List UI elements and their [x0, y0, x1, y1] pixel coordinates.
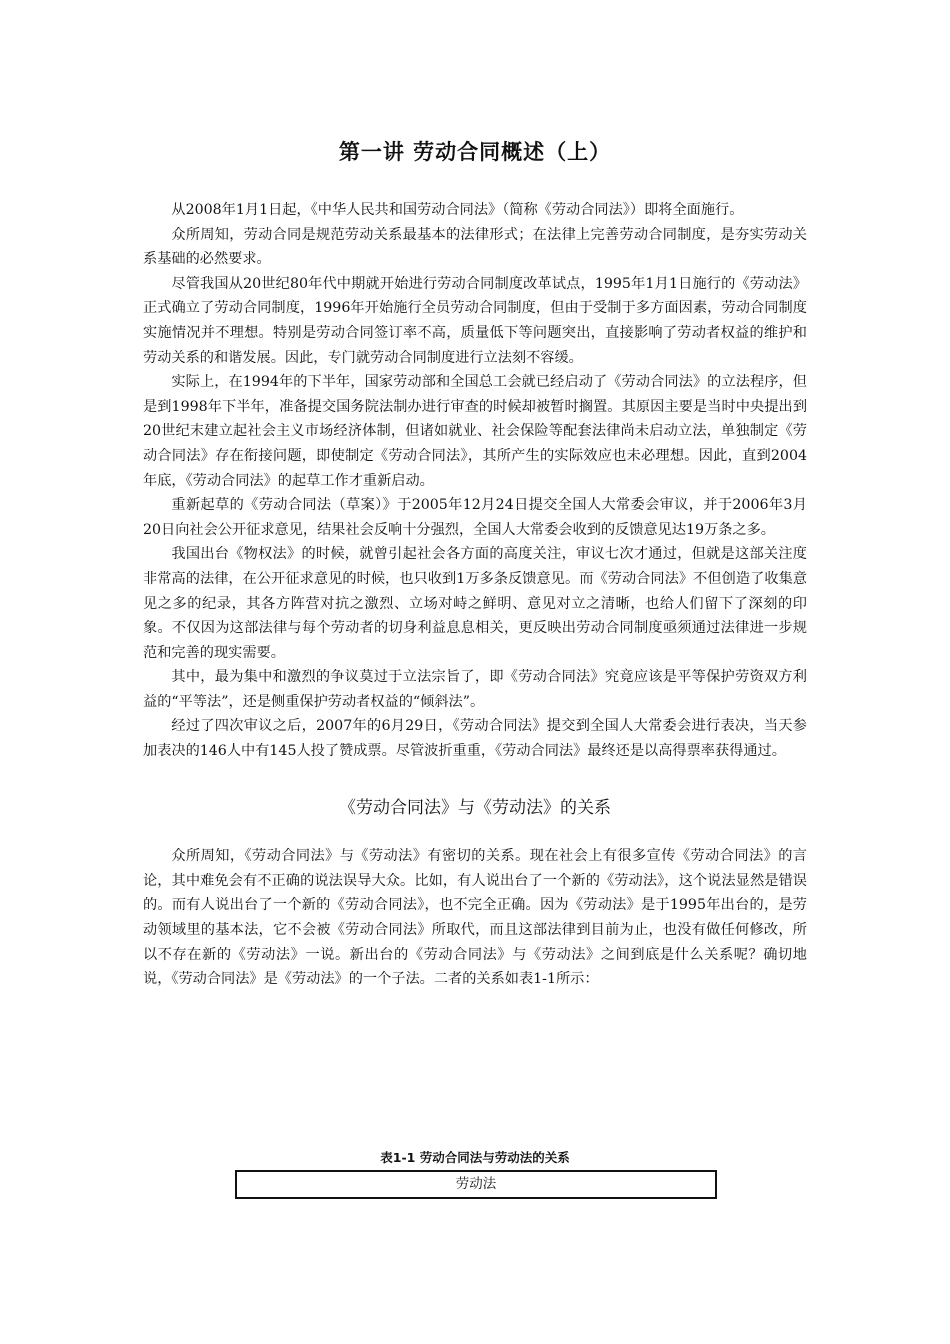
paragraph: 从2008年1月1日起，《中华人民共和国劳动合同法》（简称《劳动合同法》）即将全面施行。 — [171, 202, 744, 218]
relation-table — [235, 1170, 717, 1199]
paragraph: 尽管我国从20世纪80年代中期就开始进行劳动合同制度改革试点，1995年1月1日施行的《劳动法》正式确立了劳动合同制度，1996年开始施行全员劳动合同制度，但由于受制于多方面因素，劳动合同制度实施情况并不理想。特别是劳动合同签订率不高，质量低下等问题突出，直接影响了劳动者权益的维护和劳动关系的和谐发展。因此，专门就劳动合同制度进行立法刻不容缓。 — [143, 275, 807, 366]
section-paragraph: 众所周知，《劳动合同法》与《劳动法》有密切的关系。现在社会上有很多宣传《劳动合同法》的言论，其中难免会有不正确的说法误导大众。比如，有人说出台了一个新的《劳动法》，这个说法显然是错误的。而有人说出台了一个新的《劳动合同法》，也不完全正确。因为《劳动法》是于1995年出台的，是劳动领域里的基本法，它不会被《劳动合同法》所取代，而且这部法律到目前为止，也没有做任何修改，所以不存在新的《劳动法》一说。新出台的《劳动合同法》与《劳动法》之间到底是什么关系呢？确切地说，《劳动合同法》是《劳动法》的一个子法。二者的关系如表1-1所示： — [143, 848, 807, 988]
paragraph: 我国出台《物权法》的时候，就曾引起社会各方面的高度关注，审议七次才通过，但就是这部关注度非常高的法律，在公开征求意见的时候，也只收到1万多条反馈意见。而《劳动合同法》不但创造了收集意见之多的纪录，其各方阵营对抗之激烈、立场对峙之鲜明、意见对立之清晰，也给人们留下了深刻的印象。不仅因为这部法律与每个劳动者的切身利益息息相关，更反映出劳动合同制度亟须通过法律进一步规范和完善的现实需要。 — [143, 546, 807, 661]
section-title: 《劳动合同法》与《劳动法》的关系 — [339, 797, 611, 818]
paragraph: 经过了四次审议之后，2007年的6月29日，《劳动合同法》提交到全国人大常委会进行表决，当天参加表决的146人中有145人投了赞成票。尽管波折重重，《劳动合同法》最终还是以高得票率获得通过。 — [143, 718, 807, 760]
table-caption: 表1-1 劳动合同法与劳动法的关系 — [380, 1150, 570, 1165]
document-body — [143, 198, 807, 992]
table-cell-labor-law: 劳动法 — [455, 1176, 497, 1192]
page-title: 第一讲 劳动合同概述（上） — [338, 140, 612, 164]
paragraph: 实际上，在1994年的下半年，国家劳动部和全国总工会就已经启动了《劳动合同法》的立法程序，但是到1998年下半年，准备提交国务院法制办进行审查的时候却被暂时搁置。其原因主要是当时中央提出到20世纪末建立起社会主义市场经济体制，但诸如就业、社会保险等配套法律尚未启动立法，单独制定《劳动合同法》存在衔接问题，即使制定《劳动合同法》，其所产生的实际效应也未必理想。因此，直到2004年底，《劳动合同法》的起草工作才重新启动。 — [143, 374, 808, 489]
paragraph: 其中，最为集中和激烈的争议莫过于立法宗旨了，即《劳动合同法》究竟应该是平等保护劳资双方利益的“平等法”，还是侧重保护劳动者权益的“倾斜法”。 — [143, 669, 807, 710]
paragraph: 众所周知，劳动合同是规范劳动关系最基本的法律形式；在法律上完善劳动合同制度，是夯实劳动关系基础的必然要求。 — [143, 226, 807, 268]
paragraph: 重新起草的《劳动合同法（草案）》于2005年12月24日提交全国人大常委会审议，并于2006年3月20日向社会公开征求意见，结果社会反响十分强烈，全国人大常委会收到的反馈意见达19万条之多。 — [143, 497, 807, 538]
